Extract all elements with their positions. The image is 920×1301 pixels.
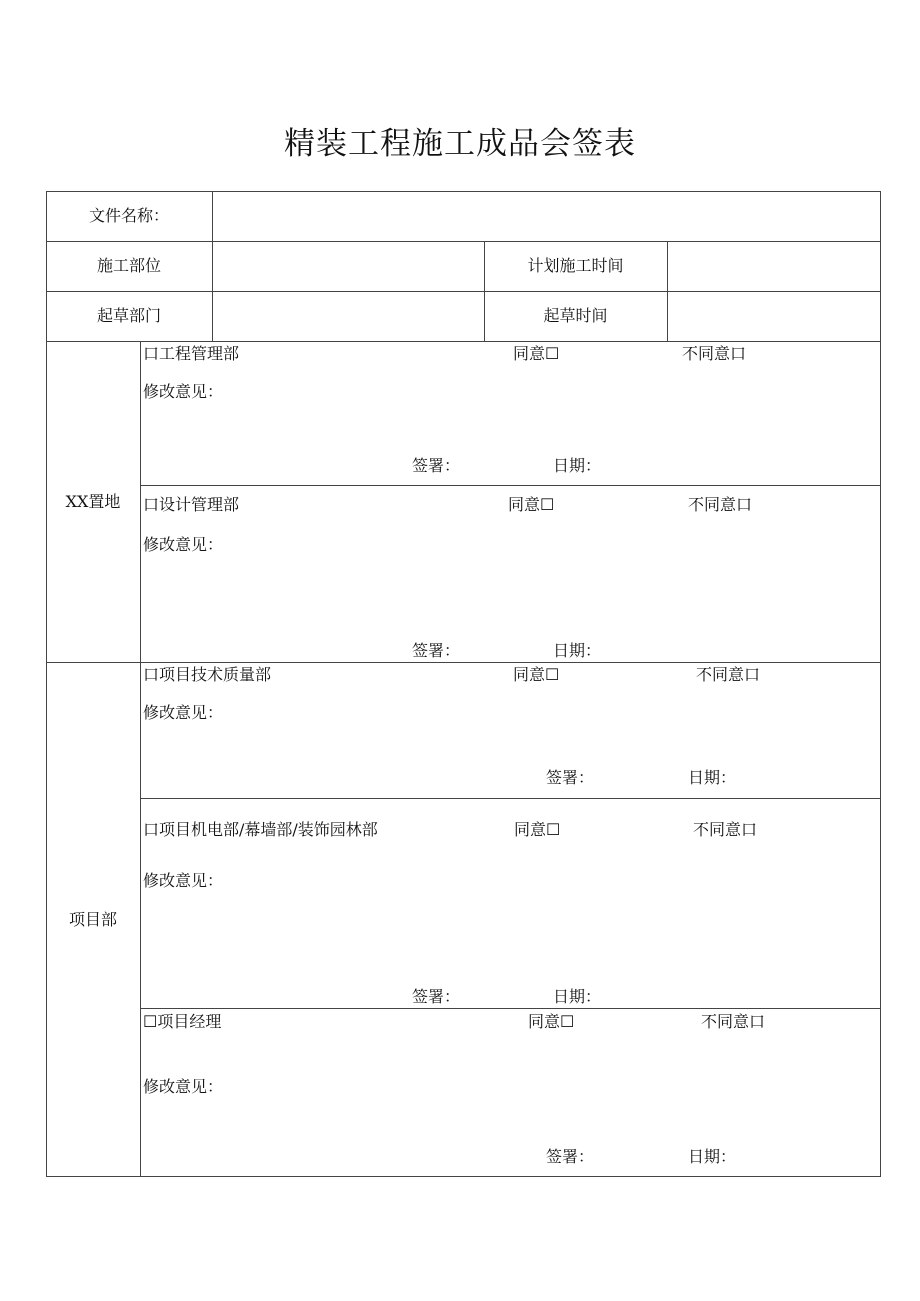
opinion-label: 修改意见： [143,1077,224,1096]
location-field[interactable] [214,246,482,288]
draft-time-label: 起草时间 [543,306,608,325]
agree-checkbox[interactable]: 同意☐ [508,495,555,514]
agree-checkbox[interactable]: 同意☐ [513,344,560,363]
file-name-label: 文件名称： [88,206,169,225]
agree-checkbox[interactable]: 同意☐ [528,1012,575,1031]
sign-label: 签署： [412,641,461,660]
date-label: 日期： [553,456,602,475]
date-label: 日期： [688,1147,737,1166]
draft-time-field[interactable] [669,296,878,338]
disagree-checkbox[interactable]: 不同意口 [696,665,761,684]
opinion-label: 修改意见： [143,871,224,890]
opinion-label: 修改意见： [143,703,224,722]
disagree-checkbox[interactable]: 不同意口 [688,495,753,514]
page-title: 精装工程施工成品会签表 [284,126,636,162]
group-divider [46,662,881,663]
column-divider [667,241,668,341]
sign-label: 签署： [412,456,461,475]
section-divider [140,798,881,799]
group-label-project: 项目部 [68,910,117,929]
row-divider [46,341,881,342]
section-dept-mep[interactable]: 口项目机电部/幕墙部/装饰园林部 [143,820,378,839]
file-name-field[interactable] [214,196,878,238]
date-label: 日期： [553,641,602,660]
disagree-checkbox[interactable]: 不同意口 [693,820,758,839]
row-divider [46,241,881,242]
plan-time-label: 计划施工时间 [527,256,624,275]
agree-checkbox[interactable]: 同意☐ [513,665,560,684]
section-divider [140,485,881,486]
agree-checkbox[interactable]: 同意☐ [514,820,561,839]
date-label: 日期： [688,768,737,787]
column-divider [212,191,213,341]
sign-label: 签署： [546,1147,595,1166]
disagree-checkbox[interactable]: 不同意口 [682,344,747,363]
group-label-xx: XX置地 [65,492,121,511]
date-label: 日期： [553,987,602,1006]
draft-dept-label: 起草部门 [96,306,161,325]
sign-label: 签署： [412,987,461,1006]
section-dept-design[interactable]: 口设计管理部 [143,495,240,514]
group-column-divider [140,341,141,1177]
opinion-label: 修改意见： [143,535,224,554]
draft-dept-field[interactable] [214,296,482,338]
section-dept-quality[interactable]: 口项目技术质量部 [143,665,272,684]
section-dept-engineering[interactable]: 口工程管理部 [143,344,240,363]
plan-time-field[interactable] [669,246,878,288]
disagree-checkbox[interactable]: 不同意口 [701,1012,766,1031]
sign-label: 签署： [546,768,595,787]
opinion-label: 修改意见： [143,382,224,401]
section-dept-manager[interactable]: ☐项目经理 [143,1012,222,1031]
section-divider [140,1008,881,1009]
row-divider [46,291,881,292]
location-label: 施工部位 [96,256,161,275]
